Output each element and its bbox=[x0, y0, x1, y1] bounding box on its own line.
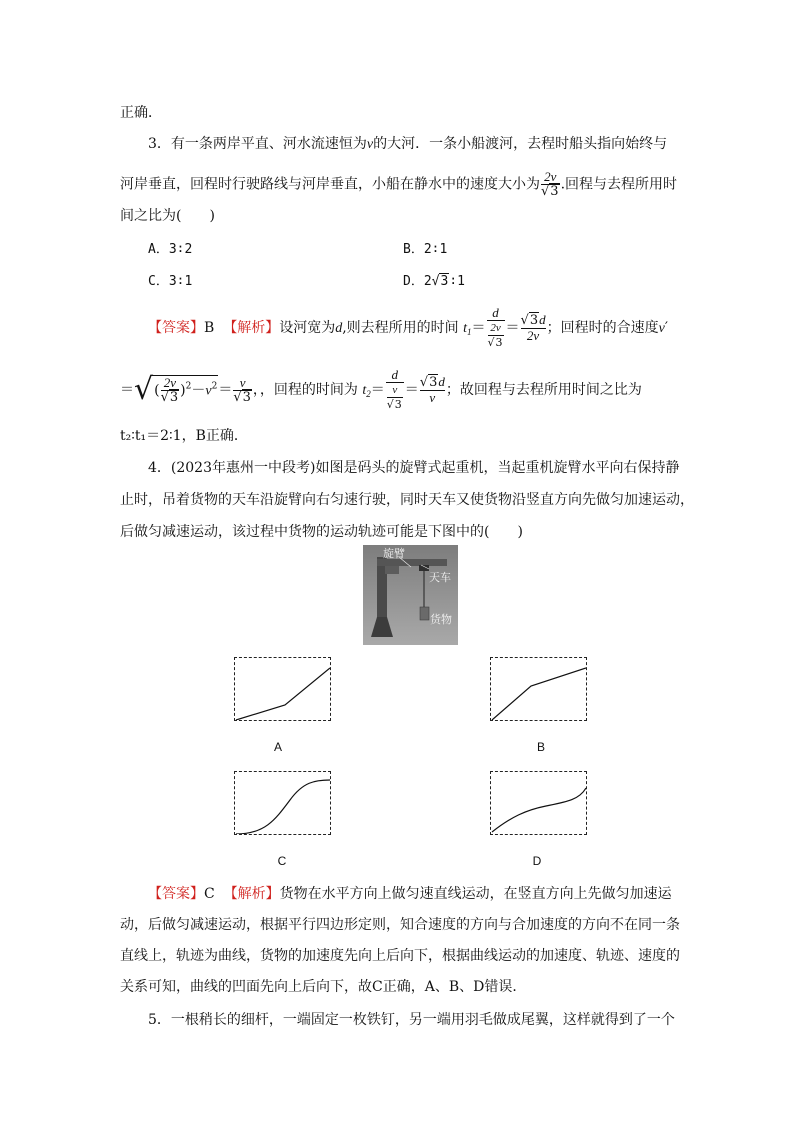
trajectory-c bbox=[235, 772, 330, 834]
graph-b bbox=[490, 657, 587, 721]
a3-line-2: ＝√( $\frac{2v}{√3}$ )$^2-v^2=$ $\frac{v}{√3}$ ，，回程的时间为 $t_2=$ $\frac{d}{\frac{v}{√3}}$ ＝ $\frac{√3d}{v}$ ；故回程与去程所用时间之比为 bbox=[120, 367, 642, 411]
a3-line-1: 【答案】B 【解析】设河宽为d,则去程所用的时间 $t_1=$ $\frac{d}{\frac{2v}{√3}}$ ＝ $\frac{√3d}{2v}$ ；回程时的合速度v′ bbox=[148, 305, 668, 349]
q3-option-b: B．2∶1 bbox=[403, 242, 448, 257]
prev-tail: 正确． bbox=[120, 105, 162, 121]
q3-line-1: 3．有一条两岸平直、河水流速恒为v的大河．一条小船渡河，去程时船头指向始终与 bbox=[148, 136, 668, 152]
q3-option-c: C．3∶1 bbox=[148, 274, 193, 289]
a4-line-3: 直线上，轨迹为曲线，货物的加速度先向上后向下，根据曲线运动的加速度、轨迹、速度的 bbox=[120, 948, 680, 964]
graph-c bbox=[234, 771, 331, 835]
q5-line-1: 5．一根稍长的细杆，一端固定一枚铁钉，另一端用羽毛做成尾翼，这样就得到了一个 bbox=[148, 1012, 675, 1028]
q3-option-d: D．2√3∶1 bbox=[403, 274, 465, 289]
graph-a-label: A bbox=[273, 740, 282, 754]
speed-fraction: $\frac{2v}{√3}$ bbox=[541, 169, 559, 199]
q3-option-a: A．3∶2 bbox=[148, 242, 193, 257]
q4-line-3: 后做匀减速运动，该过程中货物的运动轨迹可能是下图中的( ) bbox=[120, 524, 523, 540]
trajectory-d bbox=[491, 772, 586, 834]
graph-a bbox=[234, 657, 331, 721]
q4-line-2: 止时，吊着货物的天车沿旋臂向右匀速行驶，同时天车又使货物沿竖直方向先做匀加速运动， bbox=[120, 492, 694, 508]
a4-line-4: 关系可知，曲线的凹面先向上后向下，故C正确，A、B、D错误． bbox=[120, 979, 527, 995]
label-cargo: 货物 bbox=[430, 613, 452, 626]
graph-c-label: C bbox=[277, 854, 287, 868]
trajectory-b bbox=[491, 658, 586, 720]
a3-line-3: t₂∶t₁＝2∶1，B正确． bbox=[120, 428, 248, 444]
a4-line-1: 【答案】C 【解析】货物在水平方向上做匀速直线运动，在竖直方向上先做匀加速运 bbox=[148, 886, 672, 902]
q4-line-1: 4．(2023年惠州一中段考)如图是码头的旋臂式起重机，当起重机旋臂水平向右保持静 bbox=[148, 460, 680, 476]
crane-illustration bbox=[363, 545, 458, 645]
label-trolley: 天车 bbox=[429, 571, 451, 584]
q3-line-3: 间之比为( ) bbox=[120, 208, 215, 224]
label-boom: 旋臂 bbox=[383, 547, 405, 560]
graph-d-label: D bbox=[532, 854, 542, 868]
graph-d bbox=[490, 771, 587, 835]
crane-photo bbox=[363, 545, 458, 645]
trajectory-a bbox=[235, 658, 330, 720]
q3-line-2: 河岸垂直，回程时行驶路线与河岸垂直，小船在静水中的速度大小为 $\frac{2v}{√3}$ .回程与去程所用时 bbox=[120, 169, 678, 199]
a4-line-2: 动，后做匀减速运动，根据平行四边形定则，知合速度的方向与合加速度的方向不在同一条 bbox=[120, 917, 680, 933]
graph-b-label: B bbox=[536, 740, 545, 754]
